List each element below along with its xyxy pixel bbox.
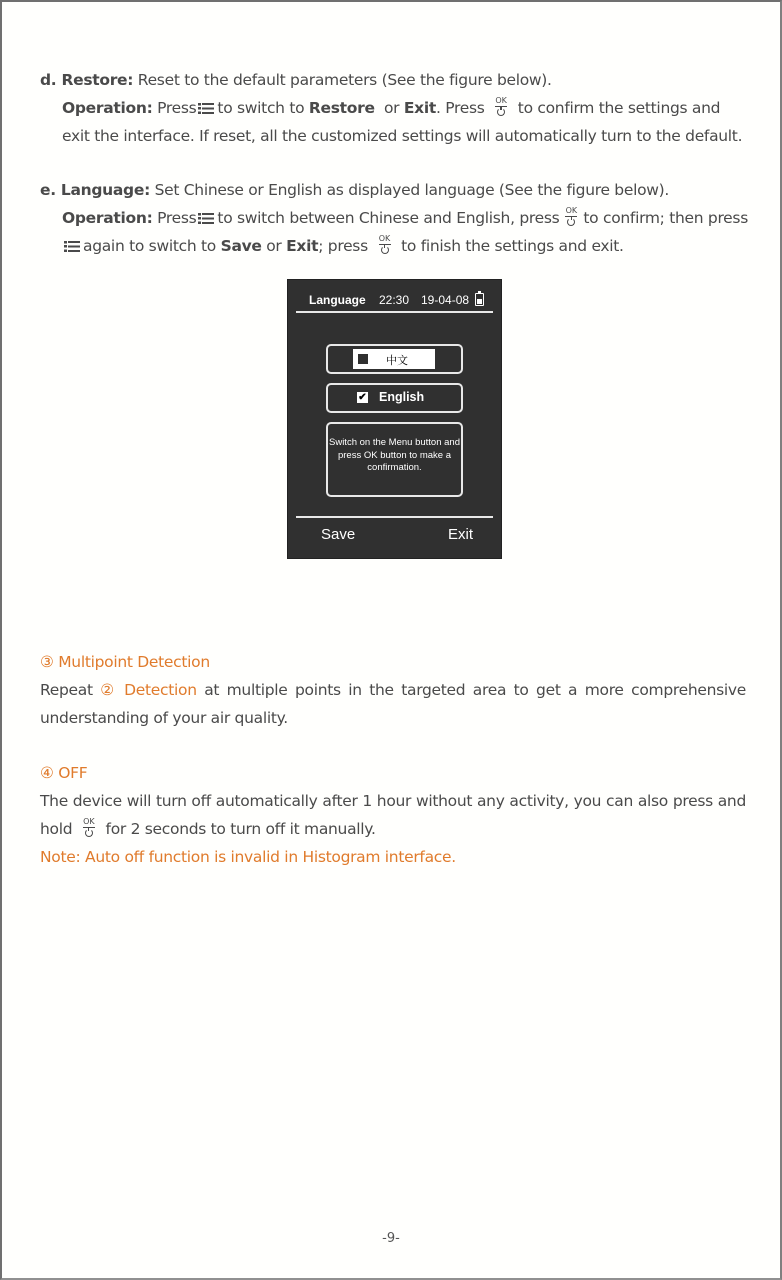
text: Press (152, 99, 197, 117)
text: ; press (318, 237, 368, 255)
section-restore (40, 66, 750, 150)
exit-button[interactable]: Exit (448, 526, 474, 543)
text: to confirm; then press (583, 209, 748, 227)
restore-line (40, 66, 750, 94)
restore-operation (40, 94, 750, 150)
menu-list-icon (64, 241, 80, 252)
ok-power-icon: OK (491, 96, 511, 118)
text: again to switch to (83, 237, 221, 255)
ok-power-icon: OK (79, 817, 99, 839)
battery-icon (475, 293, 484, 306)
text: to switch between Chinese and English, press (217, 209, 560, 227)
option-label: English (379, 390, 425, 404)
language-desc: Set Chinese or English as displayed language (See the figure below). (149, 181, 670, 199)
screen-title: Language (309, 293, 366, 307)
menu-list-icon (198, 103, 214, 114)
text: or (374, 99, 404, 117)
language-operation (40, 204, 750, 260)
text: Repeat (40, 681, 101, 699)
text: to switch to (217, 99, 309, 117)
save-button[interactable]: Save (321, 526, 356, 543)
section-off (40, 759, 746, 871)
text: . Press (435, 99, 485, 117)
checkbox-unchecked[interactable] (358, 354, 368, 364)
ok-power-icon: OK (375, 234, 395, 256)
header-divider (296, 311, 493, 313)
device-language-screen (287, 279, 502, 559)
operation-label: Operation: (62, 99, 153, 117)
option-chinese[interactable] (326, 344, 463, 374)
page-number: -9- (382, 1231, 400, 1246)
exit-option-text: Exit (286, 237, 319, 255)
option-label: 中文 (386, 355, 408, 367)
detection-reference: ② Detection (100, 681, 197, 699)
menu-list-icon (198, 213, 214, 224)
multipoint-text (40, 676, 746, 732)
text: for 2 seconds to turn off it manually. (105, 820, 376, 838)
text: Press (152, 209, 197, 227)
off-text (40, 787, 746, 843)
language-line (40, 176, 750, 204)
ok-power-icon: OK (561, 206, 581, 228)
text: at multiple points in the targeted area to get a more comprehensive understanding of your air quality. (40, 681, 747, 727)
multipoint-heading: ③ Multipoint Detection (40, 653, 210, 671)
restore-option-text: Restore (308, 99, 375, 117)
section-multipoint (40, 648, 746, 732)
save-option-text: Save (220, 237, 262, 255)
screen-time: 22:30 (379, 293, 410, 307)
option-english[interactable] (326, 383, 463, 413)
screen-date: 19-04-08 (421, 293, 470, 307)
screen-header (288, 293, 501, 311)
text: to finish the settings and exit. (401, 237, 624, 255)
section-language (40, 176, 750, 260)
off-note: Note: Auto off function is invalid in Histogram interface. (40, 848, 456, 866)
exit-option-text: Exit (403, 99, 436, 117)
off-heading: ④ OFF (40, 764, 88, 782)
footer-divider (296, 516, 493, 518)
language-label: e. Language: (40, 181, 150, 199)
text: The device will turn off automatically after 1 hour without any activity, you can also press and hold (40, 792, 746, 838)
text: to confirm the settings and exit the interface. If reset, all the customized settings will automatically turn to the default. (62, 99, 743, 145)
restore-label: d. Restore: (40, 71, 134, 89)
operation-label: Operation: (62, 209, 153, 227)
text: or (261, 237, 287, 255)
checkbox-checked-icon[interactable]: ✔ (358, 392, 367, 403)
hint-box (326, 422, 463, 497)
restore-desc: Reset to the default parameters (See the figure below). (133, 71, 552, 89)
hint-text: Switch on the Menu button and press OK button to make a confirmation. (329, 437, 460, 473)
